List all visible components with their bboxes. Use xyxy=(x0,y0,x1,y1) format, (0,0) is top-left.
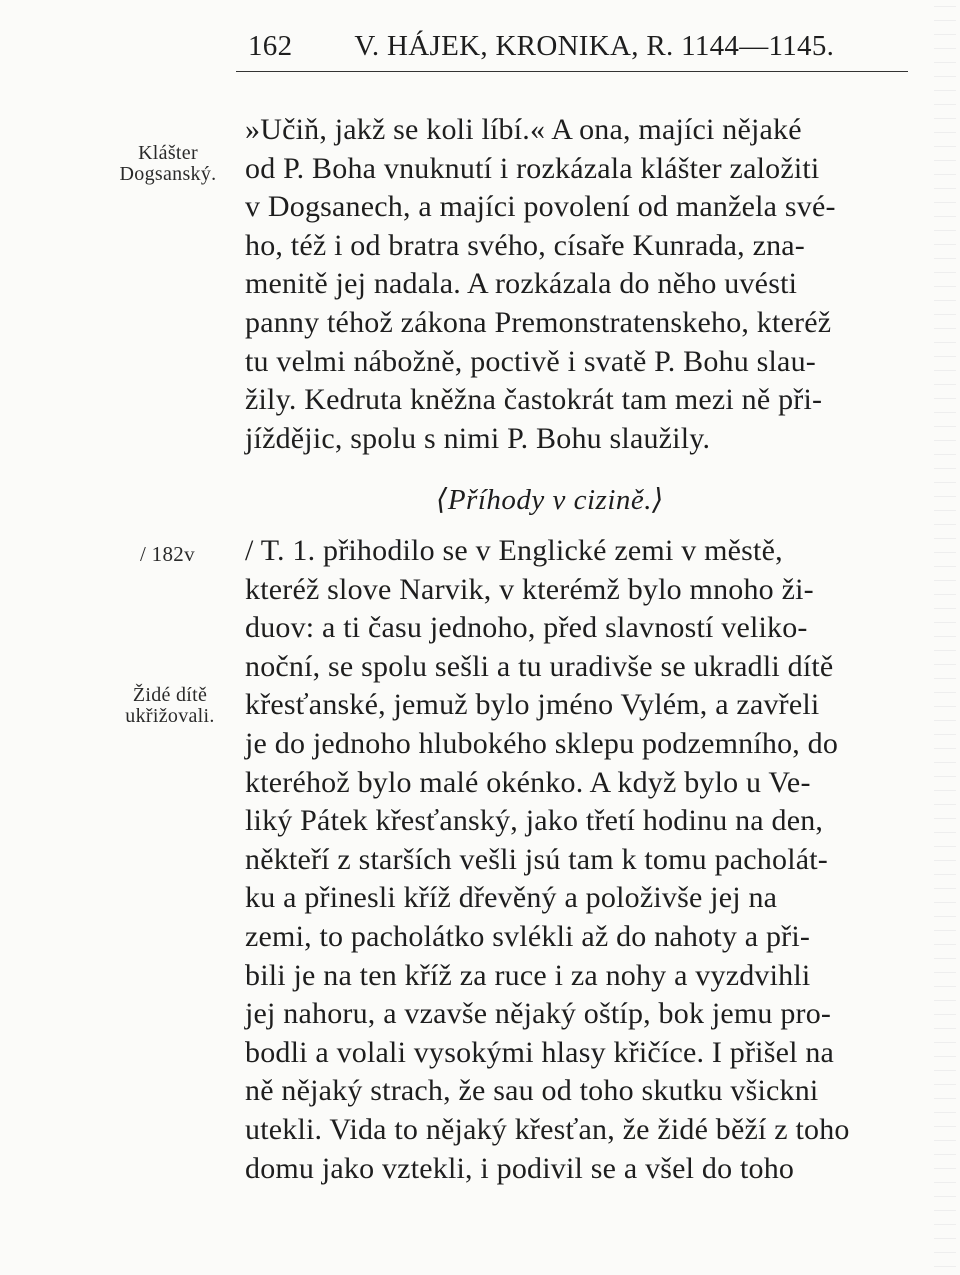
text-line: panny téhož zákona Premonstratenskeho, kteréž xyxy=(245,305,832,339)
margin-note-line: ukřižovali. xyxy=(125,705,215,727)
text-line: jej nahoru, a vzavše nějaký oštíp, bok jemu pro- xyxy=(245,997,832,1031)
text-line: duov: a ti času jednoho, před slavností veliko- xyxy=(245,611,808,645)
margin-note-line: Klášter xyxy=(138,142,198,164)
page-number: 162 xyxy=(248,30,293,62)
text-line: »Učiň, jakž se koli líbí.« A ona, majíci nějaké xyxy=(245,113,802,146)
section-heading: ⟨Příhody v cizině.⟩ xyxy=(436,484,664,516)
text-line: tu velmi nábožně, poctivě i svatě P. Bohu slau- xyxy=(245,344,816,378)
text-line: / T. 1. přihodilo se v Englické zemi v městě, xyxy=(245,534,783,567)
paragraph-2 xyxy=(245,532,917,1188)
text-line: menitě jej nadala. A rozkázala do něho uvésti xyxy=(245,267,798,301)
text-line: od P. Boha vnuknutí i rozkázala klášter založiti xyxy=(245,151,820,185)
margin-note-line: Dogsanský. xyxy=(119,163,217,185)
page-header xyxy=(248,30,908,63)
text-line: jížděјic, spolu s nimi P. Bohu slaužily. xyxy=(245,421,711,455)
text-line: v Dogsanech, a majíci povolení od manžela své- xyxy=(245,190,836,224)
text-line: bodli a volali vysokými hlasy křičíce. I přišel na xyxy=(245,1035,835,1069)
text-line: křesťanské, jemuž bylo jméno Vylém, a zavřeli xyxy=(245,688,820,722)
text-line: je do jednoho hlubokého sklepu podzemního, do xyxy=(245,726,839,760)
margin-note-line: Židé dítě xyxy=(132,684,208,706)
text-line: ně nějaký strach, že sau od toho skutku všickni xyxy=(245,1074,819,1108)
text-line: kteréž slove Narvik, v kterémž bylo mnoho ži- xyxy=(245,572,814,606)
text-line: utekli. Vida to nějaký křesťan, že židé běží z toho xyxy=(245,1112,850,1146)
scan-edge-noise xyxy=(934,0,956,1275)
margin-note-jews xyxy=(100,685,240,727)
text-line: ho, též i od bratra svého, císaře Kunrada, zna- xyxy=(245,228,805,262)
text-line: domu jako vztekli, i podivil se a všel do toho xyxy=(245,1151,795,1185)
text-line: bili je na ten kříž za ruce i za nohy a vyzdvihli xyxy=(245,958,811,992)
margin-note-monastery xyxy=(98,143,238,185)
text-line: zemi, to pacholátko svlékli až do nahoty a při- xyxy=(245,919,811,953)
text-line: liký Pátek křesťanský, jako třetí hodinu na den, xyxy=(245,804,824,838)
text-line: kteréhož bylo malé okénko. A když bylo u Ve- xyxy=(245,765,811,799)
header-rule xyxy=(236,71,908,72)
text-line: někteří z starších vešli jsú tam k tomu pacholát- xyxy=(245,842,828,876)
running-title: V. HÁJEK, KRONIKA, R. 1144—1145. xyxy=(354,30,835,62)
text-line: ku a přinesli kříž dřevěný a položivše jej na xyxy=(245,881,778,915)
paragraph-1 xyxy=(245,111,917,458)
text-line: noční, se spolu sešli a tu uradivše se ukradli dítě xyxy=(245,649,834,683)
text-line: žily. Kedruta kněžna častokrát tam mezi ně při- xyxy=(245,383,823,417)
folio-marker: / 182v xyxy=(140,542,195,566)
